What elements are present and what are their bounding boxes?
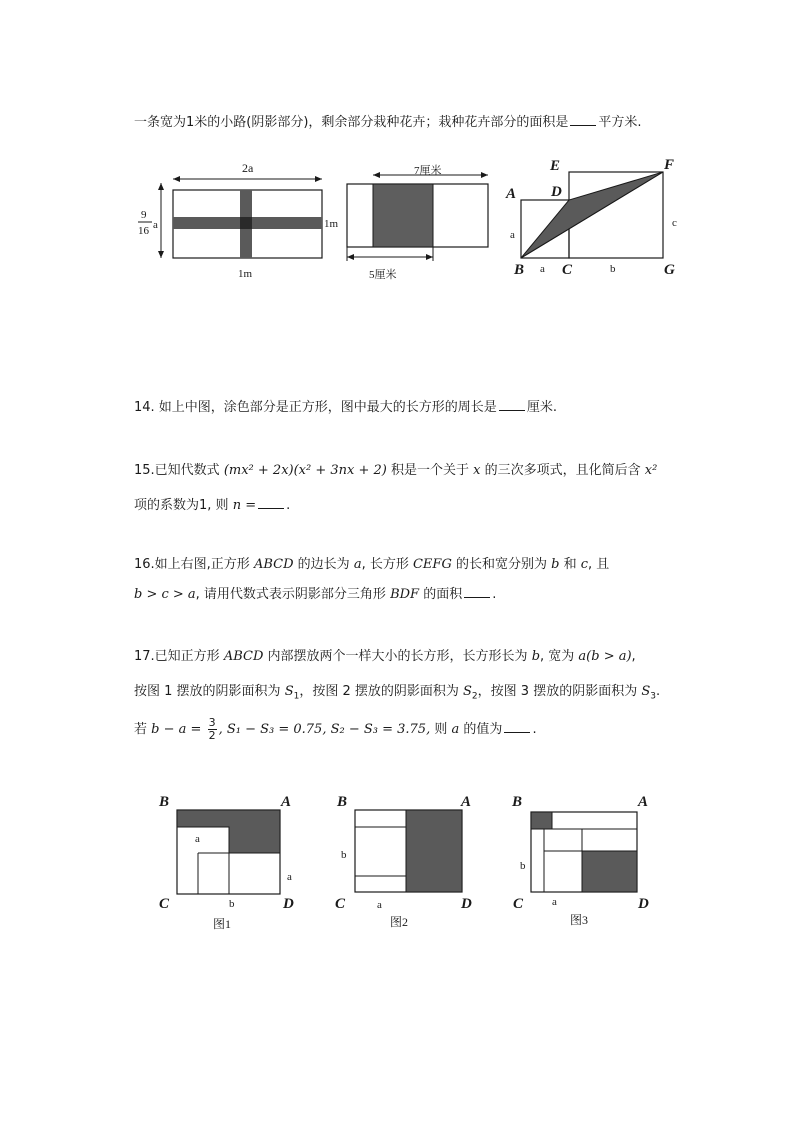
figure-cross-path — [130, 155, 345, 280]
q15-term: x² — [644, 463, 658, 478]
dim-right-1m: 1m — [324, 218, 339, 230]
shaded-small — [531, 812, 552, 829]
q17-line2-b: ，按图 2 摆放的阴影面积为 — [299, 684, 459, 699]
q17-eq1: b − a = — [151, 722, 202, 737]
q17-cond: a(b > a) — [578, 649, 632, 664]
q16-line2-end: 的面积 — [423, 587, 463, 602]
q16-and: 和 — [563, 557, 577, 572]
q15-var-x: x — [473, 463, 481, 478]
label-c-vertex: C — [513, 896, 524, 912]
q17-mid2: , 宽为 — [540, 649, 575, 664]
label-g-vertex: G — [664, 262, 675, 278]
q17-frac-den: 2 — [208, 729, 216, 742]
dim-2a: 2a — [242, 161, 254, 175]
q16-var-b: b — [551, 557, 560, 572]
q16-line2-mid: , 请用代数式表示阴影部分三角形 — [195, 587, 386, 602]
q17-line2-c: ，按图 3 摆放的阴影面积为 — [477, 684, 638, 699]
label-f-vertex: F — [664, 157, 675, 173]
q17-line2-end: . — [655, 684, 661, 699]
question-16-line1 — [134, 556, 609, 574]
q16-mid1: 的边长为 — [297, 557, 350, 572]
q15-line2-prefix: 项的系数为1, 则 — [134, 498, 229, 513]
q17-eq2: , S₁ − S₃ = 0.75, S₂ − S₃ = 3.75, — [218, 722, 431, 737]
dim-5cm: 5厘米 — [369, 269, 397, 281]
q16-ineq: b > c > a — [134, 587, 196, 602]
label-a-vertex: A — [461, 794, 472, 810]
bottom-a-label: a — [377, 899, 382, 911]
q14-unit: 厘米. — [526, 400, 557, 415]
q17-s2-sub: 2 — [471, 691, 478, 702]
label-e-vertex: E — [550, 158, 561, 174]
q17-s1: S — [284, 684, 294, 699]
label-a-vertex: A — [506, 186, 517, 202]
label-b-vertex: B — [337, 794, 348, 810]
q17-end: , — [631, 649, 636, 664]
answer-blank — [258, 496, 284, 509]
answer-blank — [504, 720, 530, 733]
q17-line3-mid: 则 — [434, 722, 448, 737]
q16-mid3: 的长和宽分别为 — [455, 557, 547, 572]
bottom-a-label: a — [552, 896, 557, 908]
q15-expr1: (mx² + 2x) — [223, 463, 294, 478]
q17-prefix: 17.已知正方形 — [134, 649, 220, 664]
question-17-line3 — [134, 717, 537, 743]
q17-line2-a: 按图 1 摆放的阴影面积为 — [134, 684, 281, 699]
q14-text: 14. 如上中图，涂色部分是正方形，图中最大的长方形的周长是 — [134, 400, 497, 415]
q17-var-a: a — [451, 722, 460, 737]
q17-line3-dot: . — [532, 722, 537, 737]
left-b-label: b — [520, 860, 526, 872]
shaded-square — [373, 184, 433, 247]
q16-var-c: c — [580, 557, 589, 572]
intro-text: 一条宽为1米的小路(阴影部分)，剩余部分栽种花卉；栽种花卉部分的面积是 — [134, 115, 569, 130]
q16-line2-dot: . — [492, 587, 497, 602]
answer-blank — [464, 585, 490, 598]
label-d-vertex: D — [283, 896, 294, 912]
label-c-vertex: C — [562, 262, 573, 278]
shaded-rect — [406, 810, 462, 892]
figure-square-in-rect — [340, 160, 500, 285]
question-17-line1 — [134, 648, 636, 666]
q17-var-b: b — [531, 649, 541, 664]
dim-frac-num: 9 — [141, 209, 147, 221]
q16-prefix: 16.如上右图,正方形 — [134, 557, 250, 572]
label-c-vertex: C — [335, 896, 346, 912]
answer-blank — [570, 113, 596, 126]
question-14 — [134, 398, 557, 417]
question-17-line2 — [134, 683, 660, 706]
q15-line2-var: n = — [232, 498, 257, 513]
right-c-label: c — [672, 217, 677, 229]
intro-unit: 平方米. — [598, 115, 642, 130]
right-a-label: a — [287, 871, 292, 883]
q17-s3-sub: 3 — [650, 691, 656, 702]
dim-frac-den: 16 — [138, 225, 149, 237]
q16-mid2: , 长方形 — [361, 557, 409, 572]
side-a-label: a — [510, 229, 515, 241]
question-15-line2 — [134, 496, 290, 515]
figure-2 — [335, 790, 485, 940]
q15-suffix: 的三次多项式，且化简后含 — [484, 463, 641, 478]
q17-frac-num: 3 — [208, 716, 216, 729]
question-16-line2 — [134, 585, 496, 604]
q17-s3: S — [641, 684, 651, 699]
dim-bottom-1m: 1m — [238, 268, 253, 280]
label-b-vertex: B — [512, 794, 523, 810]
label-d-vertex: D — [551, 184, 562, 200]
bottom-b-label: b — [610, 263, 616, 275]
intro-line — [134, 113, 642, 132]
dim-frac-var: a — [153, 219, 158, 231]
figure-1 — [155, 790, 305, 940]
label-b-vertex: B — [514, 262, 525, 278]
q16-var-a: a — [353, 557, 362, 572]
bottom-a-label: a — [540, 263, 545, 275]
q17-s2: S — [463, 684, 472, 699]
q17-line3-end: 的值为 — [463, 722, 503, 737]
left-b-label: b — [341, 849, 347, 861]
q17-fraction — [208, 717, 217, 742]
answer-blank — [499, 398, 525, 411]
shaded-large — [582, 851, 637, 892]
label-a-vertex: A — [281, 794, 292, 810]
q15-expr2: (x² + 3nx + 2) — [293, 463, 387, 478]
caption-fig2: 图2 — [390, 915, 409, 929]
q16-tri: BDF — [390, 587, 420, 602]
bottom-b-label: b — [229, 898, 235, 910]
label-b-vertex: B — [159, 794, 170, 810]
caption-fig1: 图1 — [213, 917, 232, 931]
inner-a-label: a — [195, 833, 200, 845]
figure-3 — [510, 790, 660, 940]
q16-end: , 且 — [588, 557, 610, 572]
q16-rect: CEFG — [412, 557, 452, 572]
dim-7cm: 7厘米 — [414, 165, 442, 177]
caption-fig3: 图3 — [570, 913, 589, 927]
label-d-vertex: D — [461, 896, 472, 912]
q17-sq: ABCD — [223, 649, 264, 664]
q17-mid: 内部摆放两个一样大小的长方形，长方形长为 — [267, 649, 528, 664]
figure-triangle-bdf — [500, 150, 700, 280]
label-d-vertex: D — [638, 896, 649, 912]
label-c-vertex: C — [159, 896, 170, 912]
q17-line3-prefix: 若 — [134, 722, 148, 737]
question-15-line1 — [134, 462, 657, 480]
label-a-vertex: A — [638, 794, 649, 810]
q16-sq: ABCD — [253, 557, 294, 572]
q15-prefix: 15.已知代数式 — [134, 463, 220, 478]
q17-s1-sub: 1 — [293, 691, 300, 702]
q15-line2-end: . — [286, 498, 291, 513]
path-intersection — [240, 217, 252, 229]
q15-middle: 积是一个关于 — [391, 463, 470, 478]
